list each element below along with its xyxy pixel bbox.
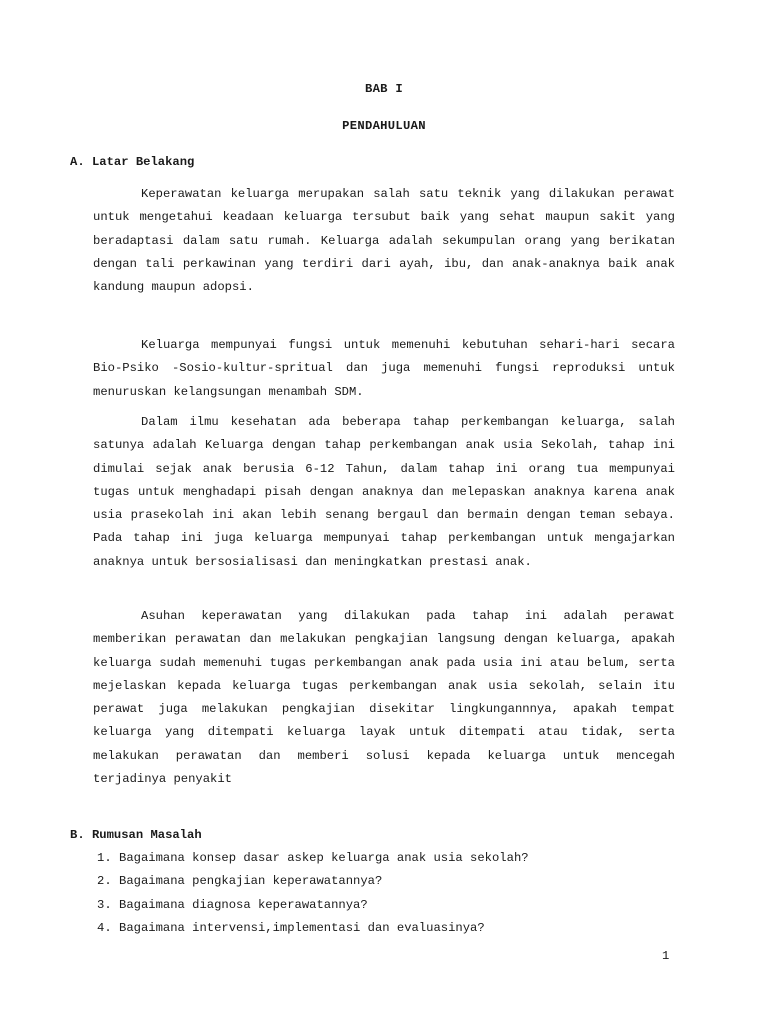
- list-item: 3. Bagaimana diagnosa keperawatannya?: [97, 897, 368, 912]
- chapter-title: PENDAHULUAN: [342, 119, 426, 133]
- chapter-label: BAB I: [364, 82, 404, 96]
- list-item: 1. Bagaimana konsep dasar askep keluarga anak usia sekolah?: [97, 851, 529, 865]
- section-a-heading: A. Latar Belakang: [70, 155, 195, 169]
- paragraph-2: Keluarga mempunyai fungsi untuk memenuhi kebutuhan sehari-hari secara Bio-Psiko -Sosio-kultur-spritual dan juga memenuhi fungsi reproduksi untuk menuruskan kelangsungan menambah SDM.: [93, 338, 675, 399]
- page-number: 1: [662, 949, 670, 963]
- section-b-heading: B. Rumusan Masalah: [70, 828, 202, 842]
- list-item: 2. Bagaimana pengkajian keperawatannya?: [97, 874, 383, 889]
- paragraph-3: Dalam ilmu kesehatan ada beberapa tahap perkembangan keluarga, salah satunya adalah Keluarga dengan tahap perkembangan anak usia Sekolah, tahap ini dimulai sejak anak berusia 6-12 Tahun, dalam tahap ini orang tua mempunyai tugas untuk menghadapi pisah dengan anaknya dan melepaskan anaknya karena anak usia prasekolah ini akan lebih senang bergaul dan bermain dengan teman sebaya. Pada tahap ini juga keluarga mempunyai tahap perkembangan untuk mengajarkan anaknya untuk bersosialisasi dan meningkatkan prestasi anak.: [93, 415, 675, 569]
- problem-list: [97, 847, 529, 940]
- paragraph-4: Asuhan keperawatan yang dilakukan pada tahap ini adalah perawat memberikan perawatan dan melakukan pengkajian langsung dengan keluarga, apakah keluarga sudah memenuhi tugas perkembangan anak pada usia ini atau belum, serta mejelaskan kepada keluarga tugas perkembangan anak usia sekolah, selain itu perawat juga melakukan pengkajian disekitar lingkungannnya, apakah tempat keluarga yang ditempati keluarga layak untuk ditempati atau tidak, serta melakukan perawatan dan memberi solusi kepada keluarga untuk mencegah terjadinya penyakit: [93, 609, 675, 787]
- paragraph-1: Keperawatan keluarga merupakan salah satu teknik yang dilakukan perawat untuk mengetahui keadaan keluarga tersubut baik yang sehat maupun sakit yang beradaptasi dalam satu rumah. Keluarga adalah sekumpulan orang yang berikatan dengan tali perkawinan yang terdiri dari ayah, ibu, dan anak-anaknya baik anak kandung maupun adopsi.: [93, 187, 675, 295]
- list-item: 4. Bagaimana intervensi,implementasi dan evaluasinya?: [97, 920, 485, 935]
